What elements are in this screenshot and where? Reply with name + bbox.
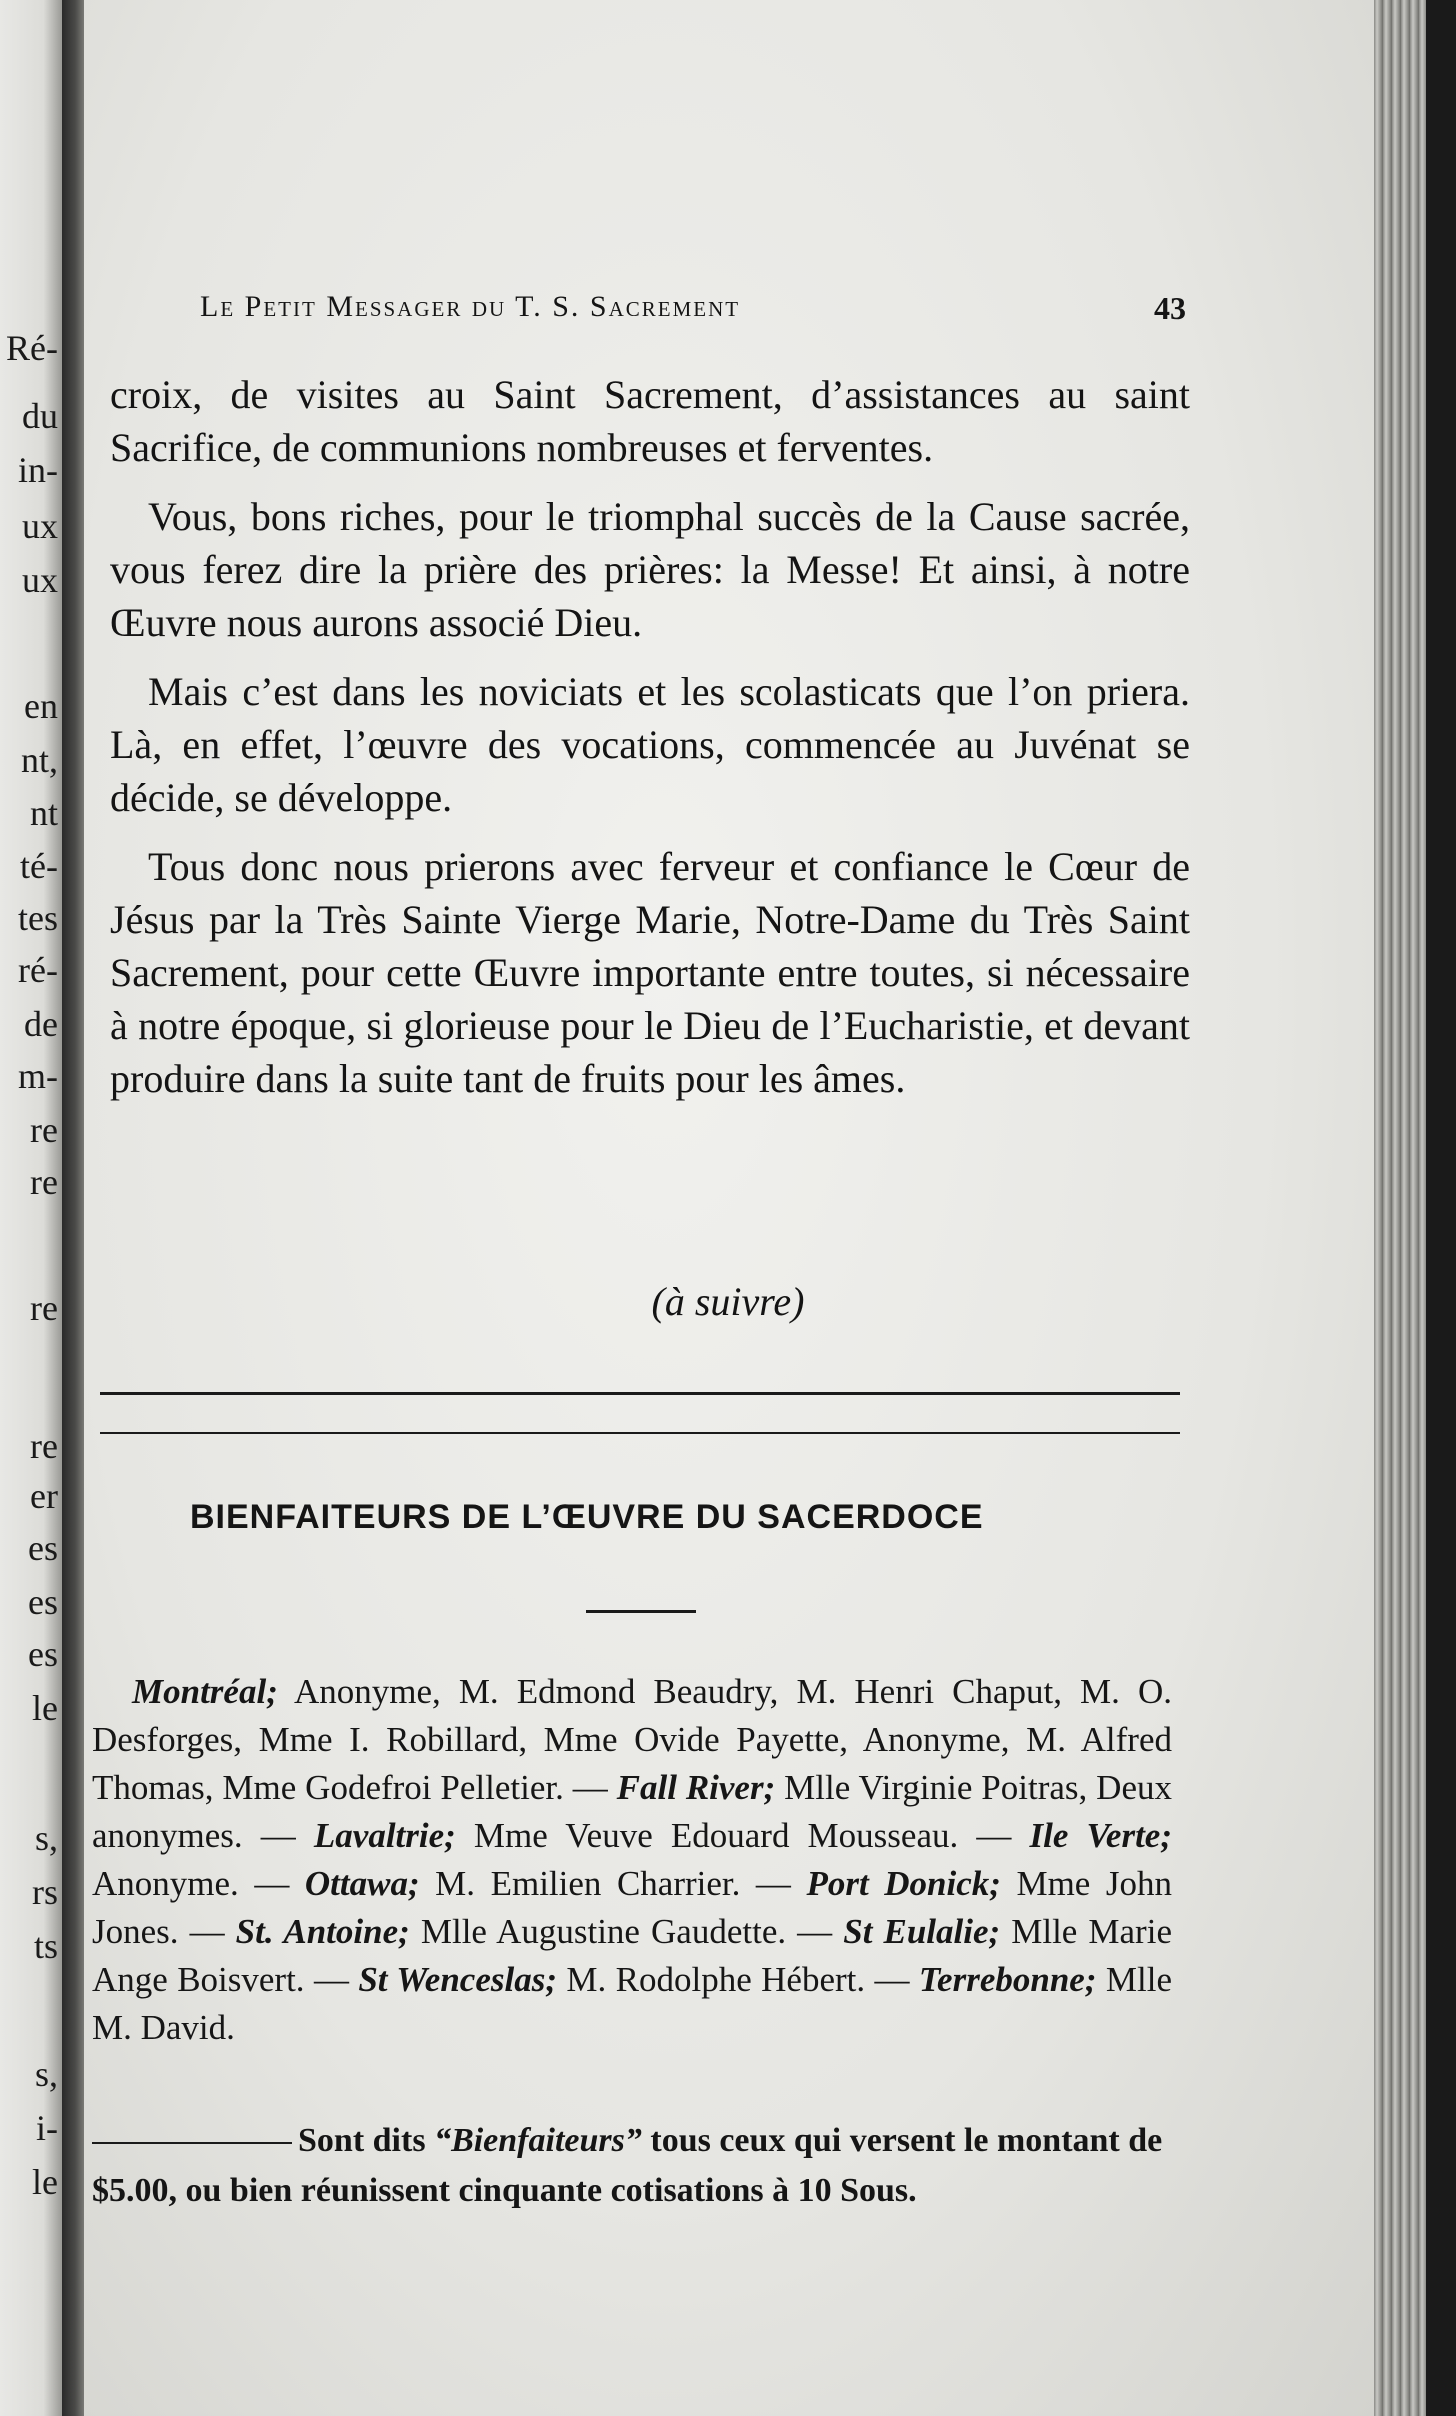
facing-page-fragment: re [30,1288,58,1328]
donor-place: St Eulalie; [843,1912,1001,1951]
to-be-continued: (à suivre) [651,1279,805,1324]
facing-page-fragment: nt [29,793,58,833]
facing-page-fragment: re [30,1162,58,1202]
donor-names: Anonyme, M. Edmond Beaudry, M. Henri Chaput, M. O. Desforges, Mme I. Robillard, Mme Ovide Payette, Anonyme, M. Alfred Thomas, Mme Godefroi Pelletier. — [92,1672,1172,1807]
facing-page-fragment: ts [33,1926,58,1966]
facing-page-fragment: le [32,2162,58,2202]
donor-names: Mlle Augustine Gaudette. — [409,1912,844,1951]
facing-page-fragment: s, [34,2054,58,2094]
facing-page-fragment: ux [22,506,58,546]
running-head [200,290,1200,324]
facing-page-fragment: s, [34,1818,58,1858]
facing-page-fragment: rs [32,1872,58,1912]
section-divider-thin [100,1432,1180,1434]
running-head-title: Le Petit Messager du T. S. Sacrement [200,290,741,323]
facing-page-fragment: re [30,1110,58,1150]
facing-page-fragment: de [24,1004,58,1044]
facing-page-fragment: es [28,1634,58,1674]
donor-names: Anonyme. — [92,1864,305,1903]
donor-names: Mme Veuve Edouard Mousseau. — [455,1816,1030,1855]
facing-page-fragment: i- [36,2108,58,2148]
donor-list [92,1668,1172,2052]
facing-page-fragment: le [32,1688,58,1728]
book-gutter [62,0,84,2416]
donor-place: Ottawa; [304,1864,420,1903]
facing-page-fragment: es [28,1528,58,1568]
note-text-after: tous ceux qui versent le montant de $5.00, ou bien réunissent cinquante cotisations à 10 Sous. [92,2122,1163,2209]
section-divider-thick [100,1392,1180,1395]
donor-names: Mlle Marie Ange Boisvert. — [92,1912,1172,1999]
facing-page-fragment: m- [18,1056,58,1096]
book-page [84,0,1374,2416]
facing-page-fragment: ré- [18,950,58,990]
facing-page-fragment: re [30,1426,58,1466]
donor-place: St. Antoine; [235,1912,410,1951]
facing-page-fragment: ux [22,560,58,600]
donor-place: Montréal; [132,1672,278,1711]
paragraph: Tous donc nous prierons avec ferveur et confiance le Cœur de Jésus par la Très Sainte Vierge Marie, Notre-Dame du Très Saint Sacrement, pour cette Œuvre importante entre toutes, si nécessaire à notre époque, si glorieuse pour le Dieu de l’Eucharistie, et devant produire dans la suite tant de fruits pour les âmes. [110,844,1190,1101]
facing-page-fragment: nt, [20,740,58,780]
donor-names: M. Emilien Charrier. — [419,1864,807,1903]
note-dash [92,2142,292,2144]
donor-names: Mme John Jones. — [92,1864,1172,1951]
facing-page-fragment: du [22,396,58,436]
section-title: BIENFAITEURS DE L’ŒUVRE DU SACERDOCE [190,1498,984,1536]
donor-names: M. Rodolphe Hébert. — [557,1960,919,1999]
donor-place: Lavaltrie; [313,1816,456,1855]
facing-page-fragment: es [28,1582,58,1622]
facing-page-fragment: tes [18,898,58,938]
note-emphasis: “Bienfaiteurs” [434,2122,642,2159]
page-stack-edge [1374,0,1456,2416]
donor-place: Port Donick; [806,1864,1001,1903]
facing-page-fragment: er [30,1476,58,1516]
facing-page-fragment: en [24,686,58,726]
donor-names: Mlle M. David. [92,1960,1172,2047]
note-text-before: Sont dits [298,2122,435,2159]
article-body [110,368,1190,1121]
facing-page-fragment: té- [20,846,58,886]
paragraph: Mais c’est dans les noviciats et les scolasticats que l’on priera. Là, en effet, l’œuvre des vocations, commencée au Juvénat se décide, se développe. [110,669,1190,820]
donor-place: St Wenceslas; [358,1960,557,1999]
footnote [92,2116,1172,2216]
donor-paragraph [92,1668,1172,2052]
facing-page-edge [0,0,62,2416]
donor-place: Fall River; [616,1768,776,1807]
facing-page-fragment: Ré- [6,328,58,368]
facing-page-fragment: in- [18,450,58,490]
donor-place: Terrebonne; [918,1960,1097,1999]
donor-place: Ile Verte; [1029,1816,1172,1855]
paragraph: Vous, bons riches, pour le triomphal succès de la Cause sacrée, vous ferez dire la prière des prières: la Messe! Et ainsi, à notre Œuvre nous aurons associé Dieu. [110,494,1190,645]
page-number: 43 [1154,290,1186,326]
donor-names: Mlle Virginie Poitras, Deux anonymes. — [92,1768,1172,1855]
title-underline [586,1610,696,1613]
paragraph: croix, de visites au Saint Sacrement, d’assistances au saint Sacrifice, de communions nombreuses et ferventes. [110,372,1190,470]
